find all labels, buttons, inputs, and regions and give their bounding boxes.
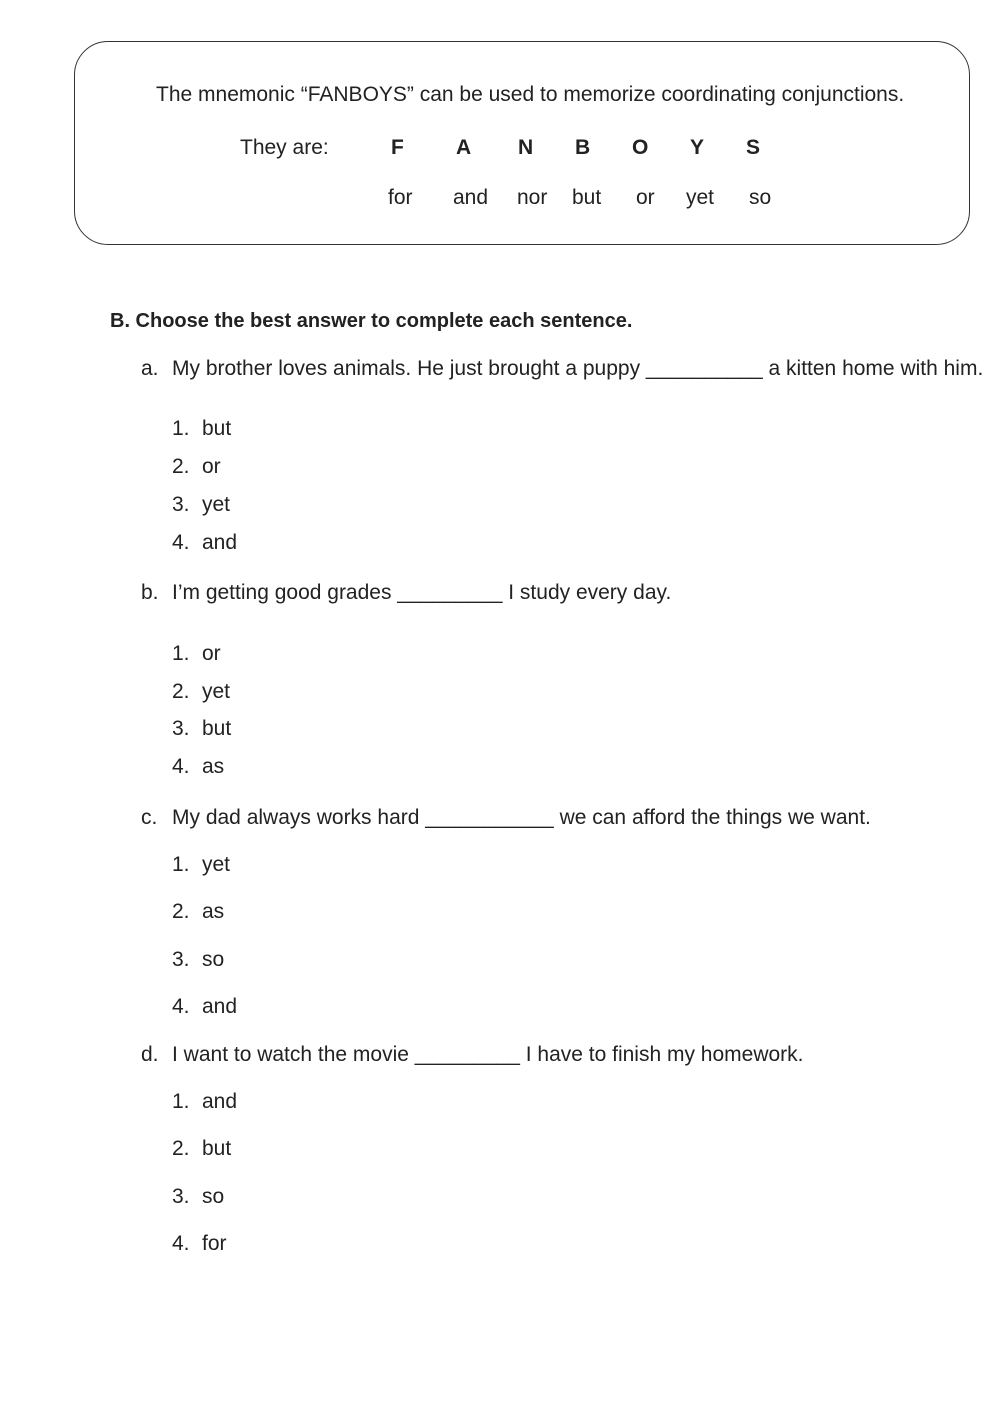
answer-option[interactable]: but (202, 717, 232, 740)
option-number: 1. (172, 417, 190, 440)
option-number: 4. (172, 1232, 190, 1255)
answer-option[interactable]: yet (202, 493, 231, 516)
question-marker: c. (141, 806, 158, 829)
fanboys-intro: The mnemonic “FANBOYS” can be used to memorize coordinating conjunctions. (156, 83, 905, 106)
fanboys-letter: O (632, 136, 649, 159)
answer-option[interactable]: yet (202, 853, 231, 876)
answer-option[interactable]: so (202, 948, 225, 971)
fanboys-word: or (636, 186, 655, 209)
answer-option[interactable]: or (202, 642, 221, 665)
fanboys-word: for (388, 186, 413, 209)
answer-option[interactable]: and (202, 1090, 238, 1113)
option-number: 2. (172, 680, 190, 703)
answer-option[interactable]: but (202, 1137, 232, 1160)
fanboys-word: yet (686, 186, 715, 209)
answer-option[interactable]: yet (202, 680, 231, 703)
question-text: I’m getting good grades _________ I study every day. (172, 581, 672, 604)
option-number: 2. (172, 900, 190, 923)
answer-option[interactable]: as (202, 755, 225, 778)
answer-option[interactable]: so (202, 1185, 225, 1208)
fanboys-letter: S (746, 136, 761, 159)
answer-option[interactable]: or (202, 455, 221, 478)
question-marker: a. (141, 357, 159, 380)
question-marker: b. (141, 581, 159, 604)
option-number: 3. (172, 948, 190, 971)
question-text: I want to watch the movie _________ I have to finish my homework. (172, 1043, 804, 1066)
option-number: 2. (172, 1137, 190, 1160)
question-marker: d. (141, 1043, 159, 1066)
fanboys-letter: F (391, 136, 404, 159)
option-number: 4. (172, 995, 190, 1018)
fanboys-letter: B (575, 136, 591, 159)
question-text: My dad always works hard ___________ we can afford the things we want. (172, 806, 871, 829)
answer-option[interactable]: for (202, 1232, 227, 1255)
option-number: 4. (172, 531, 190, 554)
fanboys-word: and (453, 186, 489, 209)
they-are-label: They are: (240, 136, 329, 159)
option-number: 1. (172, 853, 190, 876)
fanboys-letter: N (518, 136, 534, 159)
option-number: 4. (172, 755, 190, 778)
fanboys-word: nor (517, 186, 548, 209)
option-number: 1. (172, 642, 190, 665)
answer-option[interactable]: but (202, 417, 232, 440)
section-title: B. Choose the best answer to complete each sentence. (110, 310, 633, 332)
option-number: 3. (172, 1185, 190, 1208)
fanboys-word: so (749, 186, 772, 209)
answer-option[interactable]: and (202, 531, 238, 554)
option-number: 3. (172, 493, 190, 516)
question-text: My brother loves animals. He just brought a puppy __________ a kitten home with him. (172, 357, 984, 380)
answer-option[interactable]: as (202, 900, 225, 923)
fanboys-letter: Y (690, 136, 705, 159)
answer-option[interactable]: and (202, 995, 238, 1018)
option-number: 3. (172, 717, 190, 740)
fanboys-word: but (572, 186, 602, 209)
option-number: 2. (172, 455, 190, 478)
fanboys-letter: A (456, 136, 472, 159)
option-number: 1. (172, 1090, 190, 1113)
